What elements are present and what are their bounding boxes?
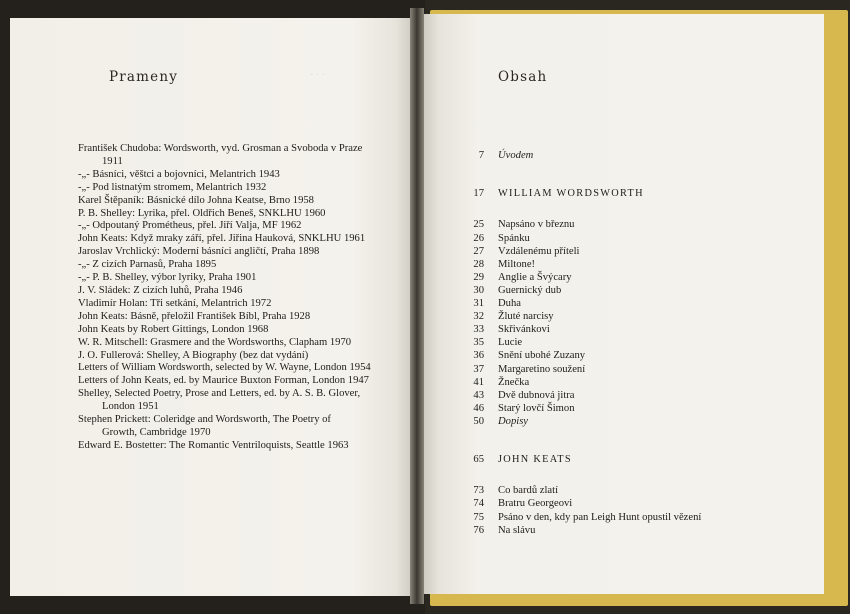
toc-page-number: 75 — [473, 511, 484, 523]
contents-heading: Obsah — [498, 69, 548, 85]
sources-heading: Prameny — [109, 69, 179, 85]
toc-entry — [462, 324, 550, 336]
reference-entry-continuation: Growth, Cambridge 1970 — [102, 426, 211, 438]
toc-page-number: 76 — [473, 524, 484, 536]
toc-entry — [462, 453, 572, 465]
reference-entry: J. V. Sládek: Z cizích luhů, Praha 1946 — [78, 284, 243, 296]
toc-title: Skřivánkovi — [498, 324, 550, 336]
toc-entry — [462, 284, 562, 296]
toc-title: Dopisy — [498, 415, 529, 427]
reference-entry: -„- P. B. Shelley, výbor lyriky, Praha 1901 — [78, 272, 257, 284]
toc-entry — [462, 511, 702, 523]
reference-entry: John Keats: Když mraky září, přel. Jiřina Hauková, SNKLHU 1961 — [78, 233, 366, 245]
toc-entry — [462, 150, 534, 161]
reference-entry: Letters of John Keats, ed. by Maurice Buxton Forman, London 1947 — [78, 375, 369, 387]
toc-title: Bratru Georgeovi — [498, 498, 573, 510]
toc-title: Duha — [498, 298, 521, 310]
toc-title: Napsáno v březnu — [498, 219, 575, 231]
reference-entry: John Keats: Básně, přeložil František Bíbl, Praha 1928 — [78, 310, 311, 322]
toc-page-number: 27 — [473, 245, 484, 257]
toc-title: Starý lovčí Šimon — [498, 402, 575, 414]
reference-entry: Jaroslav Vrchlický: Moderní básníci angličtí, Praha 1898 — [78, 246, 320, 258]
toc-title: Dvě dubnová jitra — [498, 389, 575, 401]
toc-entry — [462, 219, 575, 231]
toc-title: Psáno v den, kdy pan Leigh Hunt opustil vězení — [498, 511, 702, 523]
toc-page-number: 35 — [473, 337, 484, 349]
toc-page-number: 28 — [473, 258, 484, 270]
toc-page-number: 36 — [473, 350, 484, 362]
book-gutter — [410, 8, 424, 604]
toc-entry — [462, 363, 586, 375]
toc-title: JOHN KEATS — [498, 453, 572, 465]
toc-entry — [462, 232, 530, 244]
toc-page-number: 29 — [473, 271, 484, 283]
toc-title: Spánku — [498, 232, 530, 244]
toc-entry — [462, 337, 523, 349]
toc-title: Anglie a Švýcary — [498, 271, 572, 283]
toc-title: WILLIAM WORDSWORTH — [498, 187, 644, 199]
toc-entry — [462, 498, 573, 510]
toc-page-number: 73 — [473, 485, 484, 497]
toc-page-number: 43 — [473, 389, 484, 401]
toc-title: Na slávu — [498, 524, 536, 536]
toc-page-number: 32 — [473, 311, 484, 323]
toc-title: Guernický dub — [498, 284, 562, 296]
toc-entry — [462, 187, 644, 199]
toc-entry — [462, 258, 536, 270]
toc-entry — [462, 376, 530, 388]
toc-page-number: 65 — [473, 453, 484, 465]
toc-title: Úvodem — [498, 150, 534, 161]
reference-entry: -„- Pod listnatým stromem, Melantrich 1932 — [78, 181, 267, 193]
reference-entry: -„- Básníci, věštci a bojovníci, Melantrich 1943 — [78, 168, 280, 180]
toc-page-number: 37 — [473, 363, 484, 375]
reference-entry: Edward E. Bostetter: The Romantic Ventriloquists, Seattle 1963 — [78, 439, 349, 451]
toc-page-number: 46 — [473, 402, 484, 414]
toc-page-number: 33 — [473, 324, 484, 336]
toc-entry — [462, 271, 572, 283]
toc-page-number: 17 — [473, 187, 484, 199]
toc-entry — [462, 245, 580, 257]
reference-entry: W. R. Mitschell: Grasmere and the Wordsworths, Clapham 1970 — [78, 336, 352, 348]
reference-entry-continuation: 1911 — [102, 155, 123, 167]
toc-title: Co bardů zlatí — [498, 485, 559, 497]
reference-entry: -„- Odpoutaný Prométheus, přel. Jiří Valja, MF 1962 — [78, 220, 302, 232]
reference-entry: P. B. Shelley: Lyrika, přel. Oldřich Beneš, SNKLHU 1960 — [78, 207, 326, 219]
reference-entry: František Chudoba: Wordsworth, vyd. Grosman a Svoboda v Praze — [78, 143, 363, 154]
reference-entry: -„- Z cizích Parnasů, Praha 1895 — [78, 259, 217, 271]
left-page: · · · — [10, 18, 412, 596]
toc-entry — [462, 350, 586, 362]
reference-entry: Vladimír Holan: Tři setkání, Melantrich 1972 — [78, 297, 272, 309]
toc-title: Miltone! — [498, 258, 536, 270]
toc-page-number: 50 — [473, 415, 484, 427]
reference-entry: Letters of William Wordsworth, selected by W. Wayne, London 1954 — [78, 362, 371, 374]
toc-title: Žnečka — [498, 376, 530, 388]
toc-page-number: 7 — [478, 150, 484, 161]
toc-title: Snění ubohé Zuzany — [498, 350, 586, 362]
reference-entry-continuation: London 1951 — [102, 401, 159, 413]
reference-entry: Stephen Prickett: Coleridge and Wordsworth, The Poetry of — [78, 414, 331, 426]
toc-entry — [462, 524, 536, 536]
toc-title: Žluté narcisy — [498, 311, 554, 323]
reference-entry: J. O. Fullerová: Shelley, A Biography (bez dat vydání) — [78, 349, 309, 361]
toc-page-number: 30 — [473, 284, 484, 296]
reference-entry: Karel Štěpaník: Básnické dílo Johna Keatse, Brno 1958 — [78, 194, 314, 206]
reference-entry: Shelley, Selected Poetry, Prose and Letters, ed. by A. S. B. Glover, — [78, 388, 361, 400]
toc-page-number: 41 — [473, 376, 484, 388]
sources-list — [78, 143, 371, 453]
reference-entry: John Keats by Robert Gittings, London 1968 — [78, 323, 269, 335]
toc-title: Vzdálenému příteli — [498, 245, 580, 257]
toc-entry — [462, 298, 521, 310]
toc-page-number: 74 — [473, 498, 484, 510]
toc-entry — [462, 415, 529, 427]
toc-entry — [462, 389, 575, 401]
toc-page-number: 25 — [473, 219, 484, 231]
toc-entry — [462, 402, 575, 414]
toc-title: Lucie — [498, 337, 523, 349]
toc-entry — [462, 311, 554, 323]
toc-title: Margaretino soužení — [498, 363, 586, 375]
toc-page-number: 31 — [473, 298, 484, 310]
toc-entry — [462, 485, 559, 497]
toc-page-number: 26 — [473, 232, 484, 244]
